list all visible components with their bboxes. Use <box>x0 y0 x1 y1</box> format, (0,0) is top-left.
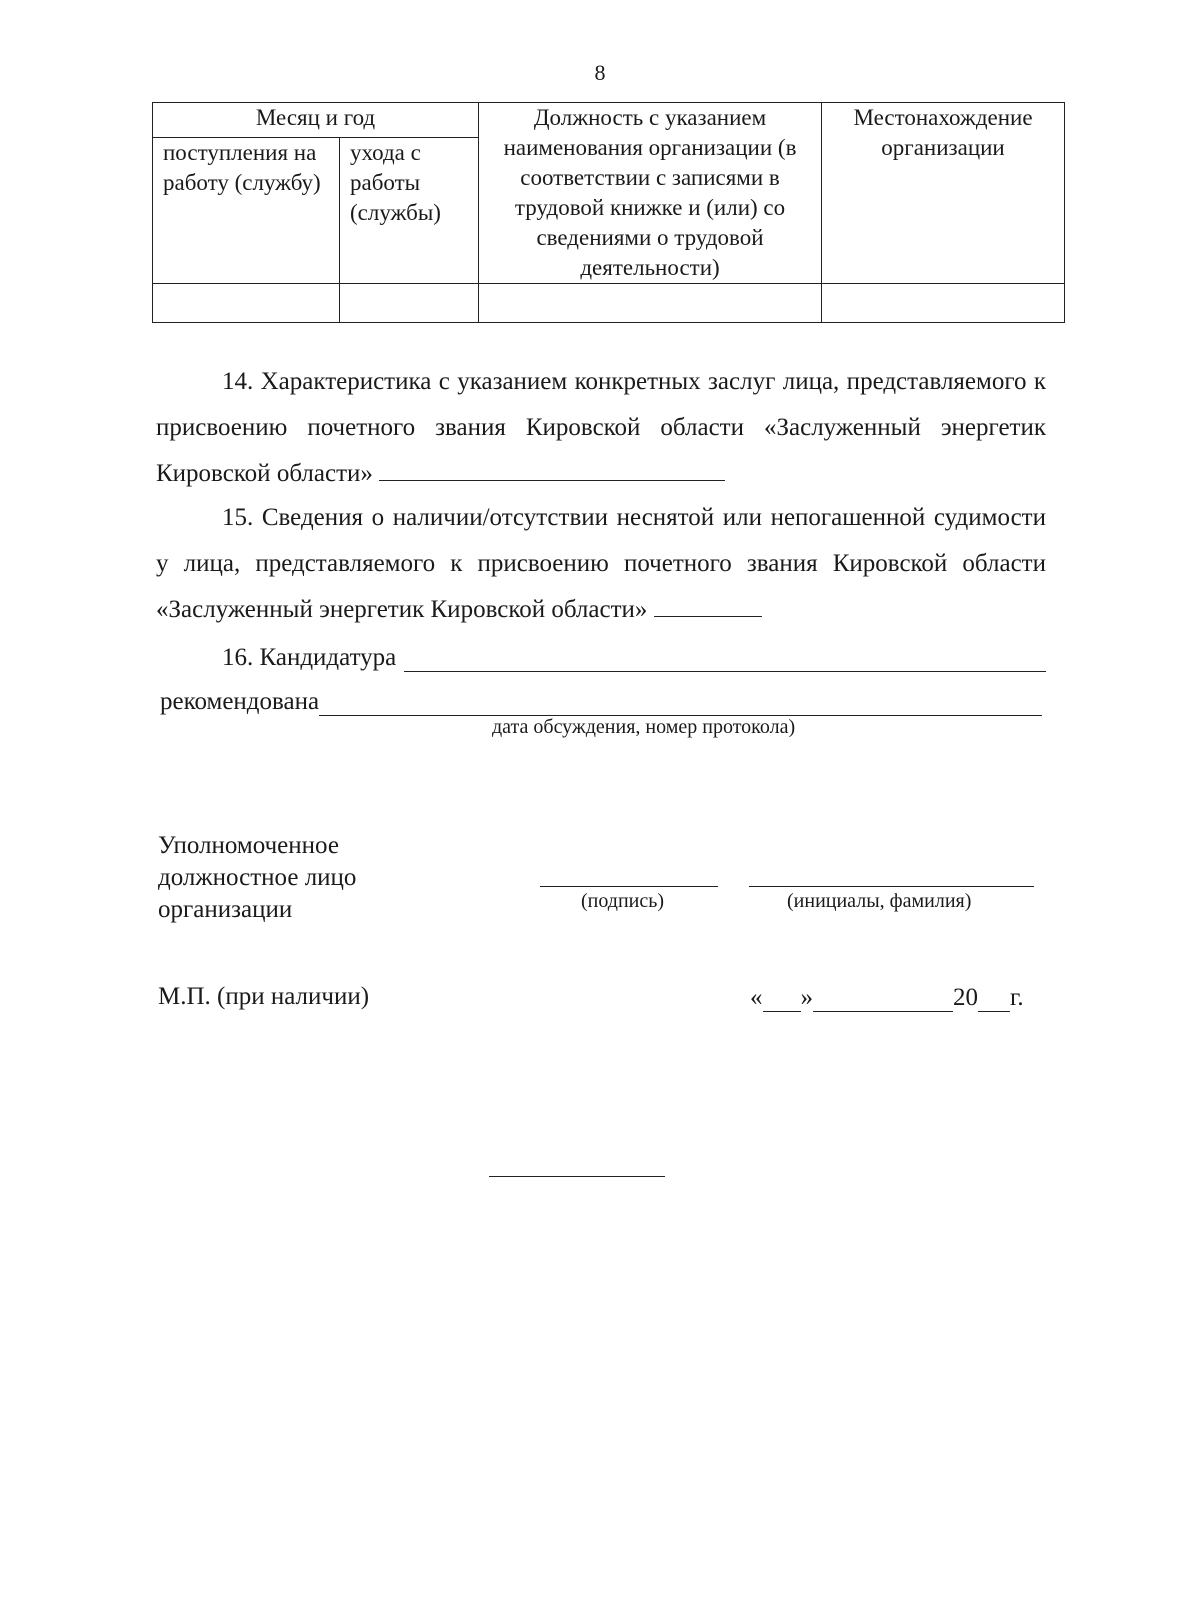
candidate-fill-line[interactable] <box>404 649 1046 672</box>
item-14-fill-line[interactable] <box>379 458 725 481</box>
recommended-fill-line[interactable] <box>319 693 1042 716</box>
stamp-label: М.П. (при наличии) <box>158 983 370 1010</box>
official-line-3: организации <box>158 896 293 923</box>
initials-surname-hint: (инициалы, фамилия) <box>787 890 972 912</box>
date-field <box>750 980 1024 1012</box>
item-15-paragraph <box>156 495 1046 633</box>
recommended-label: рекомендована <box>160 688 320 715</box>
table-cell-start[interactable] <box>153 284 340 323</box>
end-of-document-divider <box>489 1176 665 1177</box>
initials-surname-line[interactable] <box>749 886 1034 887</box>
end-date-header: ухода с работы (службы) <box>340 138 479 284</box>
table-cell-end[interactable] <box>340 284 479 323</box>
item-15-text: 15. Сведения о наличии/отсутствии неснятой или непогашенной судимости у лица, представляемого к присвоению почетного звания Кировской области «Заслуженный энергетик Кировской области» <box>156 504 1046 623</box>
table-header-row <box>153 103 1065 138</box>
item-15-fill-line[interactable] <box>654 594 762 617</box>
item-16-label: 16. Кандидатура <box>222 644 397 671</box>
start-date-header: поступления на работу (службу) <box>153 138 340 284</box>
authorized-official-label <box>158 830 356 926</box>
position-header: Должность с указанием наименования организации (в соответствии с записями в трудовой книжке и (или) со сведениями о трудовой деятельности) <box>479 103 822 284</box>
recommended-row <box>160 684 1042 716</box>
employment-history-table <box>152 102 1065 323</box>
signature-line[interactable] <box>540 886 718 887</box>
table-row <box>153 284 1065 323</box>
year-prefix: 20 <box>953 984 978 1011</box>
table-cell-position[interactable] <box>479 284 822 323</box>
item-14-paragraph <box>156 359 1046 497</box>
date-close-quote: » <box>800 984 813 1011</box>
year-suffix: г. <box>1010 984 1024 1011</box>
month-fill-line[interactable] <box>813 989 953 1012</box>
item-14-text: 14. Характеристика с указанием конкретных заслуг лица, представляемого к присвоению почетного звания Кировской области «Заслуженный энергетик Кировской области» <box>156 368 1046 487</box>
year-fill-line[interactable] <box>978 989 1010 1012</box>
month-year-header: Месяц и год <box>153 103 479 138</box>
item-16-row <box>222 640 1046 672</box>
page-number: 8 <box>594 60 606 85</box>
location-header: Местонахождение организации <box>822 103 1065 284</box>
discussion-date-hint: дата обсуждения, номер протокола) <box>492 716 796 738</box>
official-line-1: Уполномоченное <box>158 832 339 859</box>
table-cell-location[interactable] <box>822 284 1065 323</box>
date-open-quote: « <box>750 984 763 1011</box>
official-line-2: должностное лицо <box>158 864 357 891</box>
signature-hint: (подпись) <box>581 890 665 912</box>
day-fill-line[interactable] <box>763 989 801 1012</box>
